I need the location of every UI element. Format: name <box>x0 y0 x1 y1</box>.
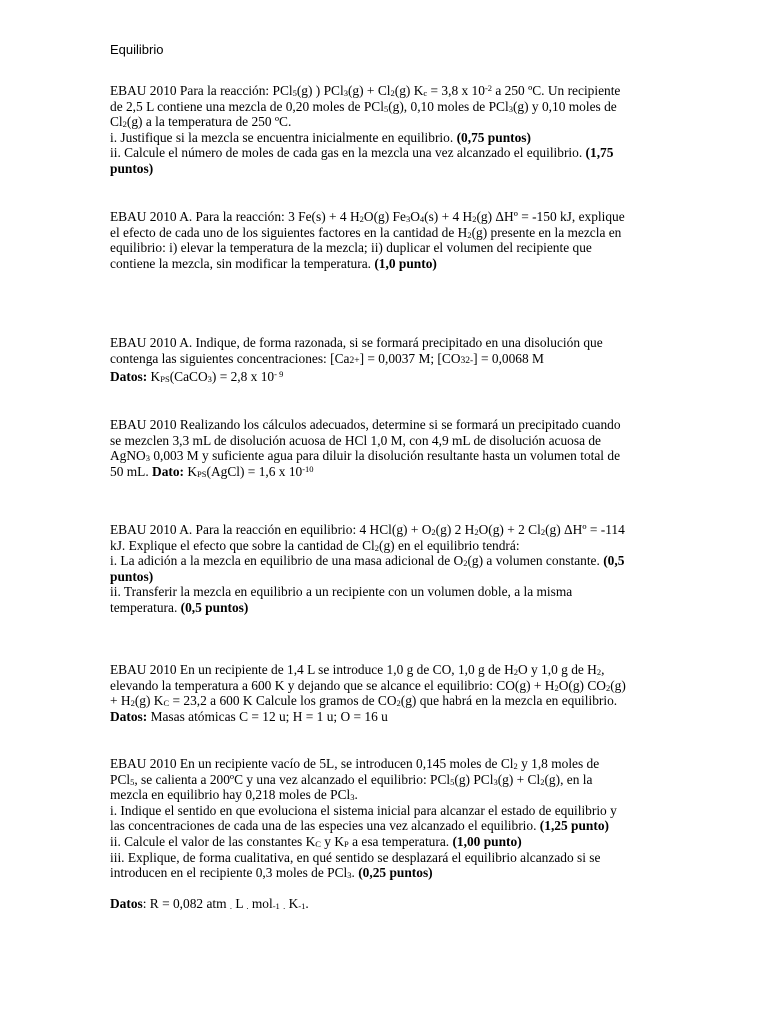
exercise-1-q1-points: (0,75 puntos) <box>456 129 531 145</box>
exercise-3: EBAU 2010 A. Indique, de forma razonada, si se formará precipitado en una disolución que contenga las siguientes concentraciones: [Ca2+] = 0,0037 M; [CO32-] = 0,0068 M Datos: $K_{PS}(CaCO_3) = 2,8$ x $10^{- 9}$ <box>110 335 603 385</box>
exercise-3-data-label: Datos: <box>110 369 148 385</box>
exercise-4-data-label: Dato: <box>152 463 185 479</box>
exercise-6: EBAU 2010 En un recipiente de 1,4 L se introduce 1,0 g de CO, 1,0 g de $H_2O$ y 1,0 g de $H_2$, elevando la temperatura a 600 K y dejando que se alcance el equilibrio: $CO(g) + H_2O(g)$ $CO_2(g)$ + $H_2(g) K_C = 23,2$ a 600 K Calcule los gramos de $CO_2(g)$ que habrá en la mezcla en equilibrio. Datos: Masas atómicas C = 12 u; H = 1 u; O = 16 u <box>110 662 626 724</box>
page-header: Equilibrio <box>110 42 164 57</box>
exercise-6-data: Masas atómicas C = 12 u; H = 1 u; O = 16 u <box>150 708 388 724</box>
exercise-5: EBAU 2010 A. Para la reacción en equilibrio: 4 $HCl(g) + O_2(g)$ 2 $H_2O(g) + 2$ $Cl_2(g)$ ΔHº = -114 kJ. Explique el efecto que sobre la cantidad de $Cl_2(g)$ en el equilibrio tendrá: i. La adición a la mezcla en equilibrio de una masa adicional de $O_2(g)$ a volumen constante. (0,5 puntos) ii. Transferir la mezcla en equilibrio a un recipiente con un volumen doble, a la misma temperatura. (0,5 puntos) <box>110 522 625 615</box>
exercise-7-q2-points: (1,00 punto) <box>452 833 522 849</box>
exercise-7-q1-points: (1,25 punto) <box>539 818 609 834</box>
exercise-6-data-label: Datos: <box>110 708 148 724</box>
exercise-7-q3-points: (0,25 puntos) <box>358 865 433 881</box>
exercise-1-q2: ii. Calcule el número de moles de cada gas en la mezcla una vez alcanzado el equilibrio. <box>110 145 583 161</box>
exercise-2-points: (1,0 punto) <box>374 255 437 271</box>
exercise-4: EBAU 2010 Realizando los cálculos adecuados, determine si se formará un precipitado cuando se mezclen 3,3 mL de disolución acuosa de HCl 1,0 M, con 4,9 mL de disolución acuosa de AgNO$_3$ 0,003 M y suficiente agua para diluir la disolución resultante hasta un volumen total de 50 mL. Dato: $K_{PS}(AgCl) = 1,6$ x $10^{-10}$ <box>110 417 621 479</box>
exercise-7-data-label: Datos <box>110 896 143 912</box>
exercise-2: EBAU 2010 A. Para la reacción: 3 Fe(s) + 4 $H_2O(g) Fe_3O_4(s) + 4$ $H_2(g)$ ΔHº = -150 kJ, explique el efecto de cada uno de los siguientes factores en la cantidad de $H_2(g)$ presente en la mezcla en equilibrio: i) elevar la temperatura de la mezcla; ii) duplicar el volumen del recipiente que contiene la mezcla, sin modificar la temperatura. (1,0 punto) <box>110 209 625 271</box>
exercise-1-q1: i. Justifique si la mezcla se encuentra inicialmente en equilibrio. <box>110 129 454 145</box>
exercise-1: EBAU 2010 Para la reacción: PCl$_5$(g) ) $PCl_3(g) + Cl_2(g) K_c = 3,8$ x $10^{-2}$ a 250 ºC. Un recipiente de 2,5 L contiene una mezcla de 0,20 moles de PCl$_5$(g), 0,10 moles de PCl$_3$(g) y 0,10 moles de $Cl_2(g)$ a la temperatura de 250 ºC. i. Justifique si la mezcla se encuentra inicialmente en equilibrio. (0,75 puntos) ii. Calcule el número de moles de cada gas en la mezcla una vez alcanzado el equilibrio. (1,75 puntos) <box>110 83 621 176</box>
exercise-5-q2-points: (0,5 puntos) <box>180 599 249 615</box>
exercise-7: EBAU 2010 En un recipiente vacío de 5L, se introducen 0,145 moles de $Cl_2$ y 1,8 moles de PCl$_5$, se calienta a 200ºC y una vez alcanzado el equilibrio: PCl$_5$(g) $PCl_3(g) + Cl_2(g)$, en la mezcla en equilibrio hay 0,218 moles de PCl$_3$. i. Indique el sentido en que evoluciona el sistema inicial para alcanzar el estado de equilibrio y las concentraciones de cada una de las especies una vez alcanzado el equilibrio. (1,25 punto) ii. Calcule el valor de las constantes $K_C$ y $K_P$ a esa temperatura. (1,00 punto) iii. Explique, de forma cualitativa, en qué sentido se desplazará el equilibrio alcanzado si se introducen en el recipiente 0,3 moles de PCl$_3$. (0,25 puntos) Datos: R = 0,082 atm $_.$ L $_.$ mol$_{-1}$ $_.$ $K_{-1}$. <box>110 756 617 912</box>
